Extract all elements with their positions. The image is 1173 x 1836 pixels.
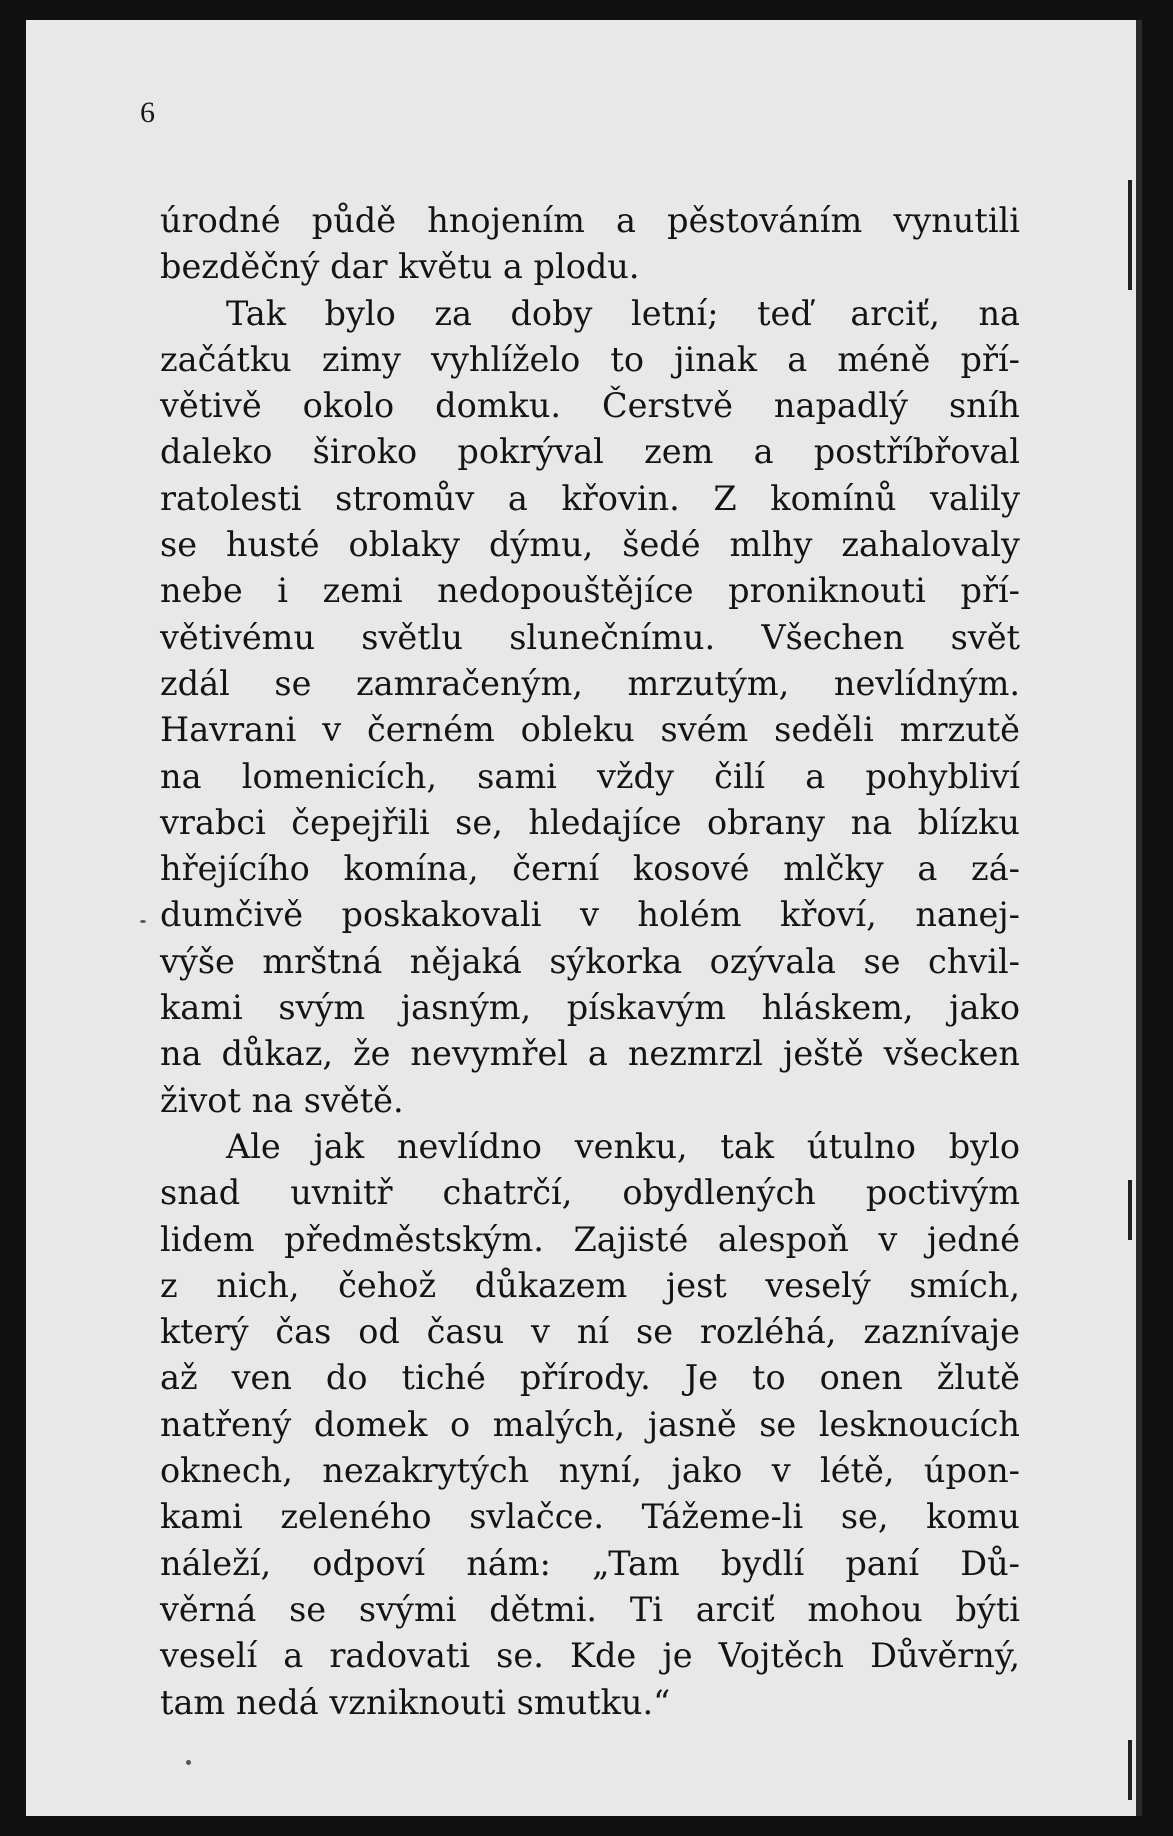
text-line: dumčivě poskakovali v holém křoví, nanej-: [160, 895, 1020, 935]
text-line: hřejícího komína, černí kosové mlčky a zá-: [160, 849, 1020, 889]
text-line: zdál se zamračeným, mrzutým, nevlídným.: [160, 663, 1020, 703]
body-text: [160, 198, 1020, 1726]
text-line: snad uvnitř chatrčí, obydlených poctivým: [160, 1173, 1020, 1213]
text-line: Havrani v černém obleku svém seděli mrzutě: [160, 710, 1020, 750]
page-edge-mark: [1128, 1740, 1132, 1800]
text-line: až ven do tiché přírody. Je to onen žlutě: [160, 1358, 1020, 1398]
paper-speck: [140, 920, 146, 923]
text-line: daleko široko pokrýval zem a postříbřoval: [160, 432, 1020, 472]
text-line: vrabci čepejřili se, hledajíce obrany na blízku: [160, 802, 1020, 842]
text-line: začátku zimy vyhlíželo to jinak a méně pří-: [160, 339, 1020, 379]
text-line: tam nedá vzniknouti smutku.“: [160, 1682, 671, 1722]
text-line: náleží, odpoví nám: „Tam bydlí paní Dů-: [160, 1543, 1020, 1583]
text-line: oknech, nezakrytých nyní, jako v létě, úpon-: [160, 1451, 1020, 1491]
text-line: na důkaz, že nevymřel a nezmrzl ještě všecken: [160, 1034, 1020, 1074]
text-line: úrodné půdě hnojením a pěstováním vynutili: [160, 201, 1020, 240]
paper-speck: [186, 1760, 191, 1765]
text-line: život na světě.: [160, 1080, 404, 1120]
text-line: který čas od času v ní se rozléhá, zaznívaje: [160, 1312, 1020, 1352]
text-line: lidem předměstským. Zajisté alespoň v jedné: [160, 1219, 1020, 1259]
text-line: se husté oblaky dýmu, šedé mlhy zahalovaly: [160, 525, 1020, 565]
page-edge-mark: [1128, 1180, 1132, 1240]
text-line: na lomenicích, sami vždy čilí a pohybliví: [160, 756, 1020, 796]
text-line: natřený domek o malých, jasně se lesknoucích: [160, 1404, 1020, 1444]
text-line: ratolesti stromův a křovin. Z komínů valily: [160, 478, 1020, 518]
text-line: kami zeleného svlačce. Tážeme-li se, komu: [160, 1497, 1020, 1537]
text-line: bezděčný dar květu a plodu.: [160, 247, 640, 287]
text-line: větivému světlu slunečnímu. Všechen svět: [160, 617, 1020, 657]
text-line: z nich, čehož důkazem jest veselý smích,: [160, 1265, 1020, 1305]
text-line: Ale jak nevlídno venku, tak útulno bylo: [226, 1126, 1020, 1166]
text-line: výše mrštná nějaká sýkorka ozývala se chvil-: [160, 941, 1020, 981]
page-number: 6: [140, 96, 155, 129]
text-line: Tak bylo za doby letní; teď arciť, na: [226, 293, 1020, 333]
text-line: větivě okolo domku. Čerstvě napadlý sníh: [160, 386, 1020, 426]
text-line: veselí a radovati se. Kde je Vojtěch Důvěrný,: [160, 1636, 1020, 1676]
text-line: věrná se svými dětmi. Ti arciť mohou býti: [160, 1589, 1020, 1629]
text-line: nebe i zemi nedopouštějíce proniknouti pří-: [160, 571, 1020, 611]
page-edge-mark: [1128, 180, 1132, 290]
text-line: kami svým jasným, pískavým hláskem, jako: [160, 988, 1020, 1028]
